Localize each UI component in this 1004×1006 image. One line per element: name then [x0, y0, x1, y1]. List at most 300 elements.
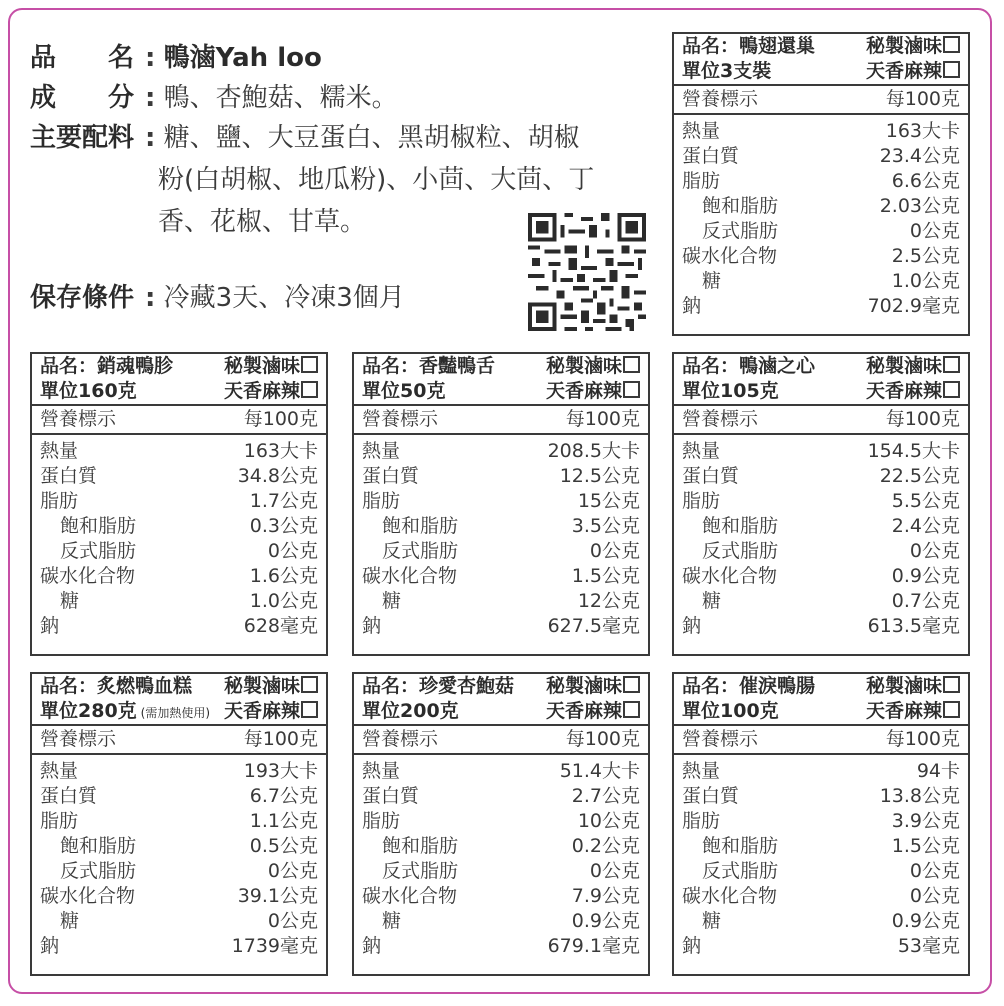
nutrient-label: 反式脂肪	[60, 540, 137, 562]
unit-text: 單位3支裝	[682, 60, 772, 82]
nutrition-row	[682, 934, 960, 959]
nutrition-row	[362, 564, 640, 589]
card-header-row-2	[362, 699, 640, 724]
nutrient-label: 碳水化合物	[682, 565, 778, 587]
nutrition-row	[682, 119, 960, 144]
nutrition-title: 營養標示	[40, 728, 117, 750]
flavor-option-1	[224, 674, 318, 699]
nutrition-title: 營養標示	[40, 408, 117, 430]
nutrient-value: 0公克	[909, 860, 960, 882]
nutrient-label: 碳水化合物	[362, 565, 458, 587]
nutrient-value: 1.7公克	[249, 490, 318, 512]
nutrition-row	[40, 564, 318, 589]
nutrient-label: 蛋白質	[362, 465, 420, 487]
per-amount: 每100克	[885, 88, 960, 110]
nutrient-label: 熱量	[40, 440, 79, 462]
flavor-checkbox-2[interactable]	[943, 61, 960, 78]
nutrition-row	[362, 784, 640, 809]
nutrition-card	[672, 352, 970, 656]
nutrient-value: 163大卡	[885, 120, 960, 142]
nutrition-row	[40, 859, 318, 884]
flavor-option-1	[546, 354, 640, 379]
nutrient-value: 10公克	[577, 810, 640, 832]
nutrient-value: 51.4大卡	[559, 760, 640, 782]
nutrition-row	[40, 589, 318, 614]
nutrient-value: 0公克	[267, 540, 318, 562]
nutrition-row	[362, 859, 640, 884]
nutrient-label: 碳水化合物	[40, 885, 136, 907]
seasoning-line-1: 糖、鹽、大豆蛋白、黑胡椒粒、胡椒	[163, 123, 580, 153]
product-unit	[40, 379, 137, 404]
flavor-option-2	[224, 379, 318, 404]
nutrition-row	[682, 539, 960, 564]
product-name: 品名：鴨滷之心	[682, 355, 816, 377]
flavor-option-1	[866, 354, 960, 379]
nutrient-value: 1.1公克	[249, 810, 318, 832]
nutrient-value: 1739毫克	[231, 935, 318, 957]
flavor-option-1	[866, 674, 960, 699]
unit-note: (需加熱使用)	[140, 706, 211, 720]
unit-text: 單位280克	[40, 700, 137, 722]
nutrient-label: 脂肪	[362, 810, 401, 832]
product-unit	[682, 379, 779, 404]
storage-row: 保存條件 : 冷藏3天、冷凍3個月	[30, 278, 670, 318]
flavor-label-2: 天香麻辣	[545, 380, 622, 402]
flavor-label-2: 天香麻辣	[545, 700, 622, 722]
nutrient-value: 0.5公克	[249, 835, 318, 857]
nutrition-rows	[674, 755, 968, 959]
card-header	[354, 674, 648, 726]
nutrient-label: 糖	[702, 590, 722, 612]
nutrient-label: 熱量	[682, 760, 721, 782]
nutrition-row	[362, 489, 640, 514]
nutrient-label: 飽和脂肪	[60, 835, 137, 857]
nutrition-row	[362, 909, 640, 934]
nutrition-row	[362, 759, 640, 784]
nutrition-row	[682, 759, 960, 784]
nutrient-value: 0公克	[589, 540, 640, 562]
flavor-checkbox-1[interactable]	[943, 356, 960, 373]
nutrient-label: 脂肪	[682, 490, 721, 512]
flavor-option-1	[224, 354, 318, 379]
nutrient-value: 208.5大卡	[547, 440, 640, 462]
flavor-option-2	[866, 699, 960, 724]
card-header-row-1	[682, 354, 960, 379]
nutrient-label: 脂肪	[682, 810, 721, 832]
nutrient-label: 鈉	[40, 615, 60, 637]
unit-text: 單位200克	[362, 700, 459, 722]
nutrient-value: 0公克	[589, 860, 640, 882]
nutrition-rows	[674, 435, 968, 639]
per-amount: 每100克	[885, 728, 960, 750]
nutrient-label: 鈉	[362, 615, 382, 637]
flavor-checkbox-2[interactable]	[943, 381, 960, 398]
nutrition-row	[40, 489, 318, 514]
card-header-row-1	[682, 674, 960, 699]
nutrient-value: 0.3公克	[249, 515, 318, 537]
nutrition-row	[40, 514, 318, 539]
name-row: 品 名 : 鴨滷Yah loo	[30, 38, 670, 78]
nutrient-label: 飽和脂肪	[382, 515, 459, 537]
nutrient-value: 3.5公克	[571, 515, 640, 537]
nutrition-row	[362, 614, 640, 639]
nutrition-title: 營養標示	[682, 88, 759, 110]
nutrient-value: 34.8公克	[237, 465, 318, 487]
nutrition-row	[362, 539, 640, 564]
nutrition-row	[682, 144, 960, 169]
nutrition-card	[672, 32, 970, 336]
nutrition-subheader	[674, 86, 968, 115]
product-unit	[362, 379, 445, 404]
product-unit	[40, 699, 210, 726]
product-unit	[682, 59, 771, 84]
nutrition-row	[682, 489, 960, 514]
flavor-option-2	[546, 379, 640, 404]
per-amount: 每100克	[565, 728, 640, 750]
nutrient-value: 1.0公克	[891, 270, 960, 292]
nutrient-value: 5.5公克	[891, 490, 960, 512]
nutrient-label: 飽和脂肪	[60, 515, 137, 537]
flavor-label-2: 天香麻辣	[865, 700, 942, 722]
nutrient-value: 163大卡	[243, 440, 318, 462]
nutrition-row	[40, 539, 318, 564]
flavor-checkbox-1[interactable]	[301, 356, 318, 373]
nutrient-label: 碳水化合物	[682, 885, 778, 907]
nutrition-subheader	[32, 726, 326, 755]
card-header	[32, 354, 326, 406]
nutrition-subheader	[354, 406, 648, 435]
card-header-row-1	[362, 674, 640, 699]
flavor-checkbox-2[interactable]	[623, 701, 640, 718]
card-header-row-2	[40, 379, 318, 404]
flavor-label-2: 天香麻辣	[865, 60, 942, 82]
nutrition-row	[682, 564, 960, 589]
product-unit	[362, 699, 459, 724]
nutrition-row	[682, 834, 960, 859]
card-header-row-2	[362, 379, 640, 404]
nutrition-title: 營養標示	[682, 728, 759, 750]
nutrition-row	[682, 244, 960, 269]
nutrient-value: 23.4公克	[879, 145, 960, 167]
flavor-option-1	[866, 34, 960, 59]
ingredients-label: 成 分	[30, 83, 135, 113]
flavor-label-1: 秘製滷味	[865, 675, 942, 697]
nutrient-label: 鈉	[40, 935, 60, 957]
flavor-label-2: 天香麻辣	[223, 700, 300, 722]
nutrient-label: 反式脂肪	[60, 860, 137, 882]
nutrition-card	[30, 352, 328, 656]
flavor-label-1: 秘製滷味	[223, 355, 300, 377]
seasoning-line-2: 粉(白胡椒、地瓜粉)、小茴、大茴、丁	[158, 165, 595, 195]
nutrient-value: 0公克	[909, 540, 960, 562]
nutrition-row	[40, 834, 318, 859]
card-header-row-1	[362, 354, 640, 379]
nutrient-value: 1.5公克	[571, 565, 640, 587]
flavor-checkbox-1[interactable]	[623, 676, 640, 693]
flavor-checkbox-2[interactable]	[301, 701, 318, 718]
flavor-label-2: 天香麻辣	[865, 380, 942, 402]
per-amount: 每100克	[565, 408, 640, 430]
nutrition-row	[682, 514, 960, 539]
flavor-checkbox-1[interactable]	[943, 676, 960, 693]
storage-value: 冷藏3天、冷凍3個月	[163, 283, 405, 313]
nutrition-row	[682, 464, 960, 489]
nutrient-value: 2.4公克	[891, 515, 960, 537]
nutrition-row	[40, 934, 318, 959]
nutrient-value: 0公克	[909, 220, 960, 242]
nutrient-label: 碳水化合物	[362, 885, 458, 907]
nutrient-value: 0公克	[909, 885, 960, 907]
nutrient-value: 628毫克	[243, 615, 318, 637]
nutrient-value: 0公克	[267, 910, 318, 932]
nutrient-label: 飽和脂肪	[702, 515, 779, 537]
flavor-checkbox-2[interactable]	[943, 701, 960, 718]
nutrient-label: 糖	[702, 270, 722, 292]
nutrient-label: 鈉	[682, 615, 702, 637]
flavor-label-1: 秘製滷味	[865, 35, 942, 57]
nutrient-label: 糖	[60, 910, 80, 932]
nutrition-row	[40, 884, 318, 909]
product-name: 品名：珍愛杏鮑菇	[362, 675, 515, 697]
nutrition-row	[682, 614, 960, 639]
nutrient-value: 0.9公克	[891, 565, 960, 587]
unit-text: 單位50克	[362, 380, 446, 402]
nutrition-row	[682, 269, 960, 294]
nutrient-label: 反式脂肪	[702, 220, 779, 242]
card-header-row-2	[682, 379, 960, 404]
nutrient-value: 94卡	[916, 760, 960, 782]
unit-text: 單位100克	[682, 700, 779, 722]
nutrient-label: 熱量	[362, 440, 401, 462]
nutrient-value: 2.03公克	[879, 195, 960, 217]
nutrition-rows	[674, 115, 968, 319]
nutrition-title: 營養標示	[362, 728, 439, 750]
nutrition-rows	[354, 755, 648, 959]
nutrition-row	[40, 909, 318, 934]
card-header	[674, 674, 968, 726]
nutrient-label: 熱量	[682, 120, 721, 142]
nutrient-value: 53毫克	[897, 935, 960, 957]
flavor-option-2	[866, 59, 960, 84]
nutrient-label: 糖	[702, 910, 722, 932]
nutrient-value: 193大卡	[243, 760, 318, 782]
nutrient-value: 22.5公克	[879, 465, 960, 487]
nutrition-row	[682, 169, 960, 194]
flavor-option-1	[546, 674, 640, 699]
flavor-label-1: 秘製滷味	[865, 355, 942, 377]
nutrient-label: 飽和脂肪	[702, 835, 779, 857]
nutrient-value: 613.5毫克	[867, 615, 960, 637]
seasoning-line-3: 香、花椒、甘草。	[158, 207, 367, 237]
nutrient-label: 脂肪	[40, 490, 79, 512]
nutrition-card	[352, 352, 650, 656]
nutrition-row	[682, 809, 960, 834]
nutrient-label: 反式脂肪	[702, 540, 779, 562]
nutrient-value: 1.0公克	[249, 590, 318, 612]
nutrient-label: 糖	[382, 910, 402, 932]
nutrient-label: 鈉	[682, 935, 702, 957]
product-name: 品名：銷魂鴨胗	[40, 355, 174, 377]
flavor-option-2	[866, 379, 960, 404]
nutrient-value: 13.8公克	[879, 785, 960, 807]
flavor-label-1: 秘製滷味	[545, 675, 622, 697]
unit-text: 單位105克	[682, 380, 779, 402]
nutrient-value: 0.9公克	[891, 910, 960, 932]
nutrient-value: 15公克	[577, 490, 640, 512]
nutrient-value: 2.7公克	[571, 785, 640, 807]
card-header-row-1	[682, 34, 960, 59]
nutrition-title: 營養標示	[682, 408, 759, 430]
nutrient-value: 154.5大卡	[867, 440, 960, 462]
nutrition-row	[362, 464, 640, 489]
flavor-checkbox-2[interactable]	[623, 381, 640, 398]
nutrient-value: 3.9公克	[891, 810, 960, 832]
nutrient-value: 627.5毫克	[547, 615, 640, 637]
nutrition-row	[362, 439, 640, 464]
nutrition-subheader	[354, 726, 648, 755]
card-header-row-1	[40, 354, 318, 379]
nutrition-row	[362, 934, 640, 959]
nutrition-row	[682, 589, 960, 614]
flavor-option-2	[224, 699, 318, 724]
nutrition-rows	[32, 755, 326, 959]
nutrient-label: 蛋白質	[682, 465, 740, 487]
nutrition-row	[682, 294, 960, 319]
seasoning-label: 主要配料	[30, 123, 135, 153]
flavor-label-1: 秘製滷味	[545, 355, 622, 377]
nutrition-title: 營養標示	[362, 408, 439, 430]
nutrient-label: 脂肪	[362, 490, 401, 512]
card-header-row-2	[40, 699, 318, 724]
flavor-checkbox-2[interactable]	[301, 381, 318, 398]
card-header-row-2	[682, 699, 960, 724]
nutrition-card	[352, 672, 650, 976]
nutrient-label: 碳水化合物	[40, 565, 136, 587]
nutrient-value: 679.1毫克	[547, 935, 640, 957]
nutrient-value: 6.6公克	[891, 170, 960, 192]
card-header	[674, 354, 968, 406]
product-unit	[682, 699, 779, 724]
nutrition-subheader	[32, 406, 326, 435]
nutrient-value: 0.9公克	[571, 910, 640, 932]
nutrition-row	[40, 439, 318, 464]
flavor-label-2: 天香麻辣	[223, 380, 300, 402]
nutrient-value: 702.9毫克	[867, 295, 960, 317]
nutrient-value: 12.5公克	[559, 465, 640, 487]
flavor-checkbox-1[interactable]	[623, 356, 640, 373]
nutrient-value: 0.7公克	[891, 590, 960, 612]
nutrition-row	[40, 614, 318, 639]
nutrition-row	[362, 809, 640, 834]
nutrition-row	[362, 834, 640, 859]
nutrition-row	[682, 194, 960, 219]
unit-text: 單位160克	[40, 380, 137, 402]
nutrient-label: 飽和脂肪	[702, 195, 779, 217]
nutrient-label: 糖	[382, 590, 402, 612]
nutrient-value: 39.1公克	[237, 885, 318, 907]
nutrient-label: 蛋白質	[682, 145, 740, 167]
nutrient-label: 熱量	[40, 760, 79, 782]
nutrition-row	[40, 759, 318, 784]
name-label: 品 名	[30, 43, 135, 73]
nutrient-value: 0.2公克	[571, 835, 640, 857]
nutrition-card	[672, 672, 970, 976]
flavor-label-1: 秘製滷味	[223, 675, 300, 697]
nutrient-label: 鈉	[362, 935, 382, 957]
ingredients-value: 鴨、杏鮑菇、糯米。	[163, 83, 398, 113]
ingredients-row: 成 分 : 鴨、杏鮑菇、糯米。	[30, 78, 670, 118]
flavor-checkbox-1[interactable]	[301, 676, 318, 693]
nutrient-label: 蛋白質	[40, 465, 98, 487]
nutrition-rows	[354, 435, 648, 639]
nutrition-row	[682, 219, 960, 244]
card-header-row-1	[40, 674, 318, 699]
qr-code-icon[interactable]	[528, 213, 646, 331]
nutrition-row	[682, 909, 960, 934]
card-header	[354, 354, 648, 406]
nutrition-row	[682, 439, 960, 464]
nutrition-row	[40, 784, 318, 809]
card-header-row-2	[682, 59, 960, 84]
card-header	[32, 674, 326, 726]
storage-label: 保存條件	[30, 283, 135, 313]
nutrient-label: 反式脂肪	[382, 860, 459, 882]
nutrient-value: 12公克	[577, 590, 640, 612]
seasoning-row: 主要配料 : 糖、鹽、大豆蛋白、黑胡椒粒、胡椒	[30, 118, 670, 158]
flavor-option-2	[546, 699, 640, 724]
nutrient-label: 熱量	[682, 440, 721, 462]
per-amount: 每100克	[885, 408, 960, 430]
card-header	[674, 34, 968, 86]
nutrition-row	[362, 514, 640, 539]
nutrient-label: 熱量	[362, 760, 401, 782]
product-name: 品名：炙燃鴨血糕	[40, 675, 193, 697]
nutrition-row	[362, 589, 640, 614]
nutrient-label: 脂肪	[682, 170, 721, 192]
per-amount: 每100克	[243, 408, 318, 430]
nutrition-row	[362, 884, 640, 909]
nutrition-subheader	[674, 726, 968, 755]
nutrition-row	[682, 784, 960, 809]
nutrition-row	[682, 884, 960, 909]
name-value: 鴨滷Yah loo	[163, 43, 322, 73]
nutrient-label: 碳水化合物	[682, 245, 778, 267]
per-amount: 每100克	[243, 728, 318, 750]
product-name: 品名：香豔鴨舌	[362, 355, 496, 377]
nutrient-label: 脂肪	[40, 810, 79, 832]
nutrient-label: 蛋白質	[682, 785, 740, 807]
nutrition-row	[40, 464, 318, 489]
flavor-checkbox-1[interactable]	[943, 36, 960, 53]
nutrient-label: 反式脂肪	[382, 540, 459, 562]
nutrition-rows	[32, 435, 326, 639]
nutrient-value: 1.6公克	[249, 565, 318, 587]
nutrient-value: 7.9公克	[571, 885, 640, 907]
nutrient-value: 2.5公克	[891, 245, 960, 267]
product-name: 品名：鴨翅還巢	[682, 35, 816, 57]
nutrient-value: 1.5公克	[891, 835, 960, 857]
nutrient-label: 蛋白質	[362, 785, 420, 807]
nutrient-label: 糖	[60, 590, 80, 612]
nutrient-value: 6.7公克	[249, 785, 318, 807]
nutrient-label: 反式脂肪	[702, 860, 779, 882]
nutrition-row	[682, 859, 960, 884]
nutrient-label: 飽和脂肪	[382, 835, 459, 857]
nutrient-label: 蛋白質	[40, 785, 98, 807]
nutrition-card	[30, 672, 328, 976]
nutrient-label: 鈉	[682, 295, 702, 317]
nutrition-row	[40, 809, 318, 834]
